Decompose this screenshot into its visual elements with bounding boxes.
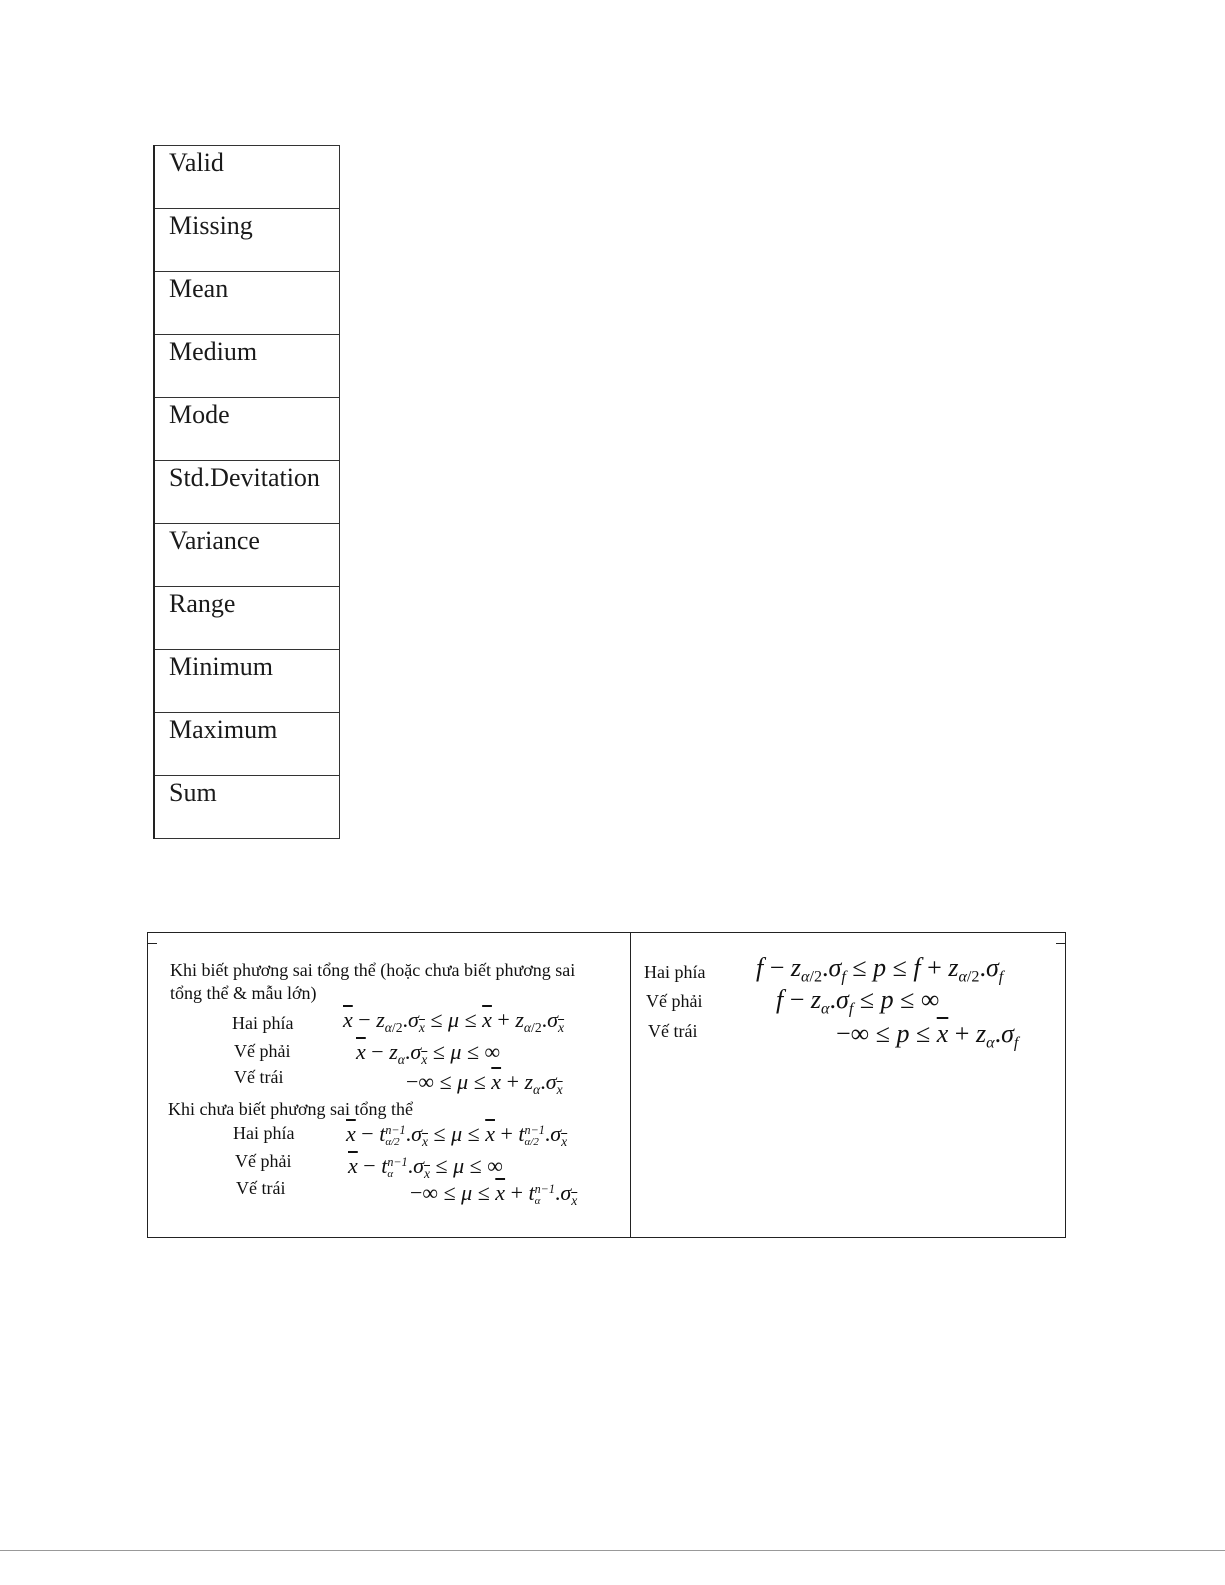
formula-mean-right-t: $\overline{x} - t$ n−1 α $.\sigma_{\overline{x}} \le \mu$ ≤ ∞ [348,1153,503,1181]
formula-mean-left-t: −∞ ≤ $\mu \le \overline{x} + t$ n−1 α $.\sigma_{\overline{x}}$ [410,1180,578,1208]
row-label-right-sided: Vế phải [234,1041,291,1061]
formula-prop-right: $f - z_\alpha.\sigma_f \le p$ ≤ ∞ [776,985,940,1018]
stat-label: Mode [154,398,340,461]
mean-interval-cell [148,933,630,1237]
stat-label: Sum [154,776,340,839]
formula-mean-left-z: −∞ ≤ $\mu \le \overline{x} + z_\alpha.\sigma_{\overline{x}}$ [406,1069,563,1097]
row-label-left-sided: Vế trái [234,1067,284,1087]
stat-label: Range [154,587,340,650]
formula-mean-right-z: $\overline{x} - z_\alpha.\sigma_{\overline{x}} \le \mu$ ≤ ∞ [356,1039,501,1067]
row-label-two-sided: Hai phía [232,1013,294,1033]
row-label-left-sided: Vế trái [648,1021,698,1041]
stat-label: Mean [154,272,340,335]
row-label-right-sided: Vế phải [646,991,703,1011]
row-label-right-sided: Vế phải [235,1151,292,1171]
heading-known-variance-cont: tổng thể & mẫu lớn) [170,983,317,1003]
heading-known-variance: Khi biết phương sai tổng thể (hoặc chưa biết phương sai [170,960,576,980]
formula-prop-left: −∞ ≤ $p \le \overline{x} + z_\alpha.\sigma_f$ [836,1019,1019,1052]
stat-label: Variance [154,524,340,587]
stat-label: Minimum [154,650,340,713]
stat-label: Valid [154,146,340,209]
proportion-interval-cell [631,933,1065,1237]
page-bottom-rule [0,1550,1225,1551]
formula-mean-two-sided-z: $\overline{x} - z_{\alpha/2}.\sigma_{\overline{x}} \le \mu \le \overline{x} + z_{\alpha/2}.\sigma_{\overline{x}}$ [343,1007,565,1035]
stat-label: Maximum [154,713,340,776]
stat-label: Medium [154,335,340,398]
stat-label: Std.Devitation [154,461,340,524]
formula-prop-two-sided: $f - z_{\alpha/2}.\sigma_f \le p \le f + z_{\alpha/2}.\sigma_f$ [756,953,1004,986]
row-label-two-sided: Hai phía [644,962,706,982]
stat-label: Missing [154,209,340,272]
row-label-left-sided: Vế trái [236,1178,286,1198]
formula-mean-two-sided-t: $\overline{x} - t$ n−1 α/2 $.\sigma_{\overline{x}} \le \mu \le \overline{x} + t$ n−1 α/2 $.\sigma_{\overline{x}}$ [346,1121,568,1149]
row-label-two-sided: Hai phía [233,1123,295,1143]
confidence-interval-table [147,932,1066,1238]
descriptive-stats-table [153,145,340,839]
heading-unknown-variance: Khi chưa biết phương sai tổng thể [168,1099,413,1119]
